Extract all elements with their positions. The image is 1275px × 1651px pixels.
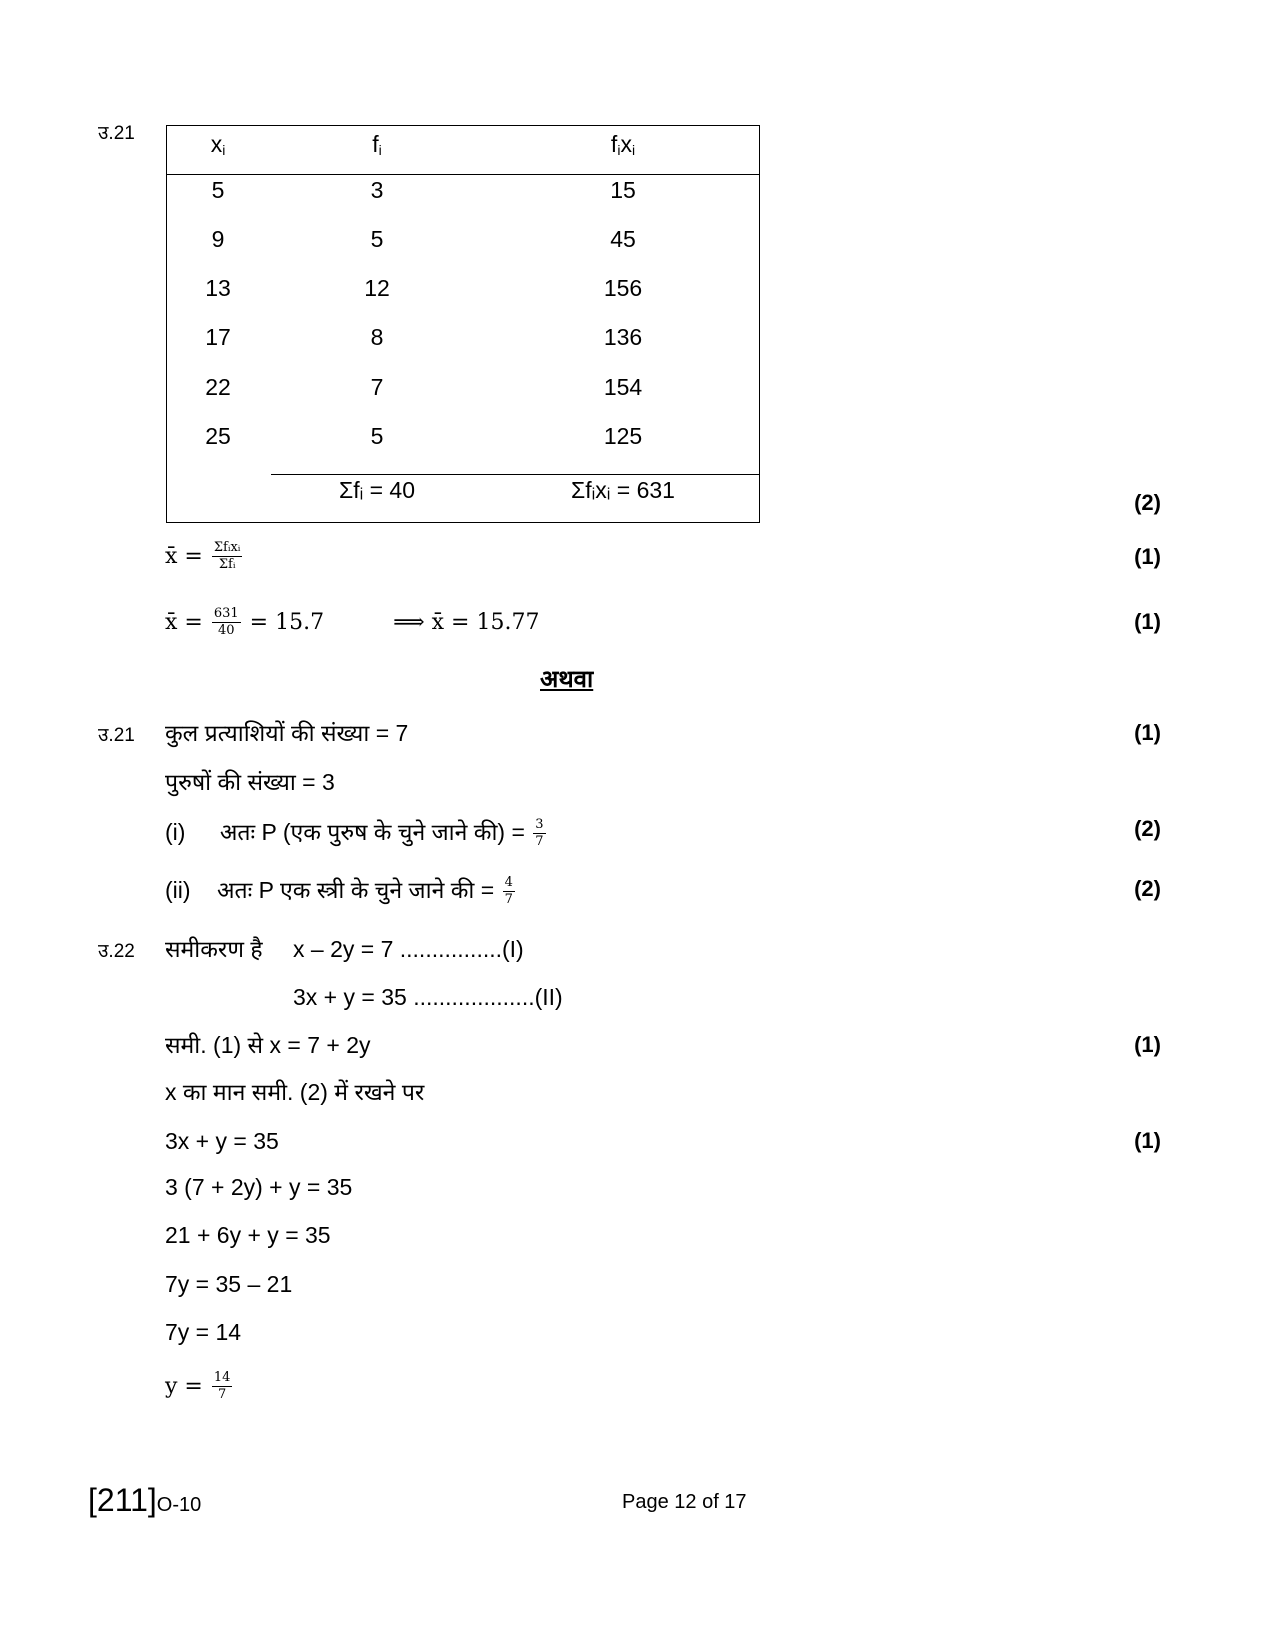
solution-step: 7y = 35 – 21 [165, 1271, 293, 1297]
marks: (1) [1134, 609, 1161, 634]
solution-step: 3x + y = 35 [165, 1128, 279, 1154]
table-cell-fx: 45 [610, 226, 636, 252]
table-cell-f: 5 [370, 423, 384, 449]
marks: (1) [1134, 720, 1161, 745]
table-cell-f: 7 [370, 374, 384, 400]
table-cell-x: 9 [211, 226, 225, 252]
table-cell-f: 5 [370, 226, 384, 252]
question-number: उ.21 [98, 725, 135, 746]
fraction: $\frac{\text{Σfᵢxᵢ}}{\text{Σfᵢ}}$ [213, 540, 241, 573]
marks: (2) [1134, 816, 1161, 841]
total-f: Σfᵢ = 40 [338, 477, 416, 503]
table-cell-x: 22 [205, 374, 231, 400]
equation-1: x – 2y = 7 ................(I) [293, 936, 524, 962]
question-number: उ.21 [98, 123, 135, 144]
header-x: $x_i$ [210, 131, 226, 158]
part-i: (i) अतः P (एक पुरुष के चुने जाने की) = $\frac{3}{7}$ [165, 817, 544, 850]
header-divider [167, 174, 759, 175]
marks: (2) [1134, 490, 1161, 515]
total-fx: Σfᵢxᵢ = 631 [571, 477, 675, 503]
or-heading: अथवा [540, 666, 594, 693]
mean-formula: x̄ = $\frac{\text{Σfᵢxᵢ}}{\text{Σfᵢ}}$ [165, 540, 241, 573]
table-cell-x: 13 [205, 275, 231, 301]
table-cell-x: 5 [211, 177, 225, 203]
table-cell-x: 25 [205, 423, 231, 449]
table-cell-fx: 156 [603, 275, 643, 301]
question-number: उ.22 [98, 941, 135, 962]
solution-step: 3 (7 + 2y) + y = 35 [165, 1174, 353, 1200]
fraction: $\frac{4}{7}$ [504, 875, 513, 908]
equation-intro: समीकरण है [165, 936, 263, 962]
table-cell-x: 17 [205, 324, 231, 350]
paper-code: [211]O-10 [88, 1482, 202, 1518]
table-cell-fx: 125 [603, 423, 643, 449]
frequency-table [166, 125, 760, 523]
solution-step: समी. (1) से x = 7 + 2y [165, 1032, 371, 1058]
table-cell-fx: 15 [610, 177, 636, 203]
equation-2: 3x + y = 35 ...................(II) [293, 984, 563, 1010]
fraction: $\frac{14}{7}$ [213, 1370, 231, 1403]
table-cell-fx: 154 [603, 374, 643, 400]
solution-step: y = $\frac{14}{7}$ [165, 1370, 231, 1403]
table-cell-f: 12 [364, 275, 390, 301]
fraction: $\frac{631}{40}$ [213, 606, 239, 639]
solution-step: x का मान समी. (2) में रखने पर [165, 1079, 425, 1105]
part-ii: (ii) अतः P एक स्त्री के चुने जाने की = $\frac{4}{7}$ [165, 875, 513, 908]
marks: (1) [1134, 1032, 1161, 1057]
solution-step: 21 + 6y + y = 35 [165, 1222, 331, 1248]
table-cell-fx: 136 [603, 324, 643, 350]
total-divider [271, 474, 759, 475]
table-cell-f: 8 [370, 324, 384, 350]
fraction: $\frac{3}{7}$ [535, 817, 544, 850]
page-number: Page 12 of 17 [622, 1491, 747, 1513]
answer-line: कुल प्रत्याशियों की संख्या = 7 [165, 720, 409, 746]
answer-line: पुरुषों की संख्या = 3 [165, 769, 335, 795]
header-f: $f_i$ [372, 131, 382, 158]
marks: (1) [1134, 1128, 1161, 1153]
marks: (2) [1134, 876, 1161, 901]
marks: (1) [1134, 544, 1161, 569]
table-cell-f: 3 [370, 177, 384, 203]
solution-step: 7y = 14 [165, 1319, 242, 1345]
header-fx: $f_ix_i$ [610, 131, 636, 158]
mean-calculation: x̄ = $\frac{631}{40}$ = 15.7 ⟹ x̄ = 15.77 [165, 606, 540, 639]
